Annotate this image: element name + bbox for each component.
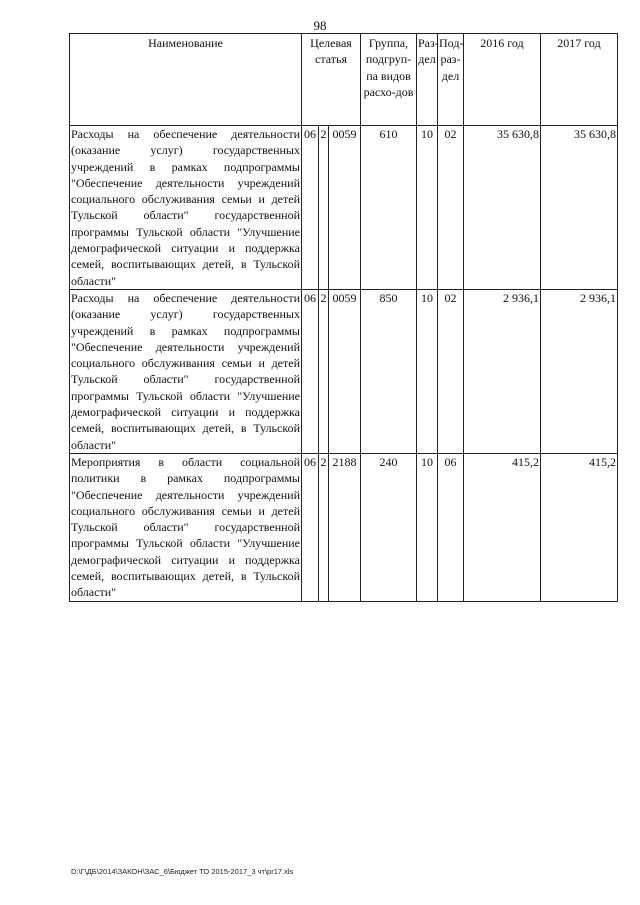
row-subsection: 06 (438, 453, 464, 601)
row-amount-2017: 2 936,1 (541, 289, 618, 453)
row-amount-2017: 35 630,8 (541, 126, 618, 290)
row-section: 10 (417, 289, 438, 453)
row-code-program: 06 (302, 453, 319, 601)
header-group: Группа, подгруп-па видов расхо-дов (361, 34, 417, 126)
row-group: 610 (361, 126, 417, 290)
page-number: 98 (313, 18, 327, 33)
row-amount-2016: 415,2 (464, 453, 541, 601)
row-code-direction: 2188 (329, 453, 361, 601)
row-name: Мероприятия в области социальной политики в рамках подпрограммы "Обеспечение деятельности учреждений социального обслуживания семьи и детей Тульской области" государственной программы Тульской области "Улучшение демографической ситуации и поддержка семей, воспитывающих детей, в Тульской области" (71, 454, 300, 600)
row-amount-2016: 2 936,1 (464, 289, 541, 453)
row-group: 240 (361, 453, 417, 601)
row-section: 10 (417, 126, 438, 290)
row-code-direction: 0059 (329, 126, 361, 290)
header-year-2017: 2017 год (541, 34, 618, 126)
table-row (70, 453, 618, 601)
row-code-direction: 0059 (329, 289, 361, 453)
row-code-subprogram: 2 (319, 453, 329, 601)
budget-table (69, 33, 618, 602)
table-row (70, 289, 618, 453)
row-code-program: 06 (302, 289, 319, 453)
row-section: 10 (417, 453, 438, 601)
row-subsection: 02 (438, 126, 464, 290)
row-group: 850 (361, 289, 417, 453)
footer-file-path: D:\Г\ДБ\2014\ЗАКОН\ЗАС_6\Бюджет ТО 2015-2017_3 чт\pr17.xls (71, 867, 294, 876)
row-code-subprogram: 2 (319, 126, 329, 290)
row-amount-2016: 35 630,8 (464, 126, 541, 290)
header-subsection: Под-раз-дел (438, 34, 464, 126)
row-code-program: 06 (302, 126, 319, 290)
row-code-subprogram: 2 (319, 289, 329, 453)
header-target-article: Целевая статья (302, 34, 361, 126)
header-section: Раз-дел (417, 34, 438, 126)
row-name: Расходы на обеспечение деятельности (оказание услуг) государственных учреждений в рамках подпрограммы "Обеспечение деятельности учреждений социального обслуживания семьи и детей Тульской области" государственной программы Тульской области "Улучшение демографической ситуации и поддержка семей, воспитывающих детей, в Тульской области" (71, 127, 300, 288)
row-amount-2017: 415,2 (541, 453, 618, 601)
header-year-2016: 2016 год (464, 34, 541, 126)
row-subsection: 02 (438, 289, 464, 453)
header-name: Наименование (70, 34, 302, 126)
table-header-row (70, 34, 618, 126)
row-name: Расходы на обеспечение деятельности (оказание услуг) государственных учреждений в рамках подпрограммы "Обеспечение деятельности учреждений социального обслуживания семьи и детей Тульской области" государственной программы Тульской области "Улучшение демографической ситуации и поддержка семей, воспитывающих детей, в Тульской области" (71, 290, 300, 452)
table-row (70, 126, 618, 290)
